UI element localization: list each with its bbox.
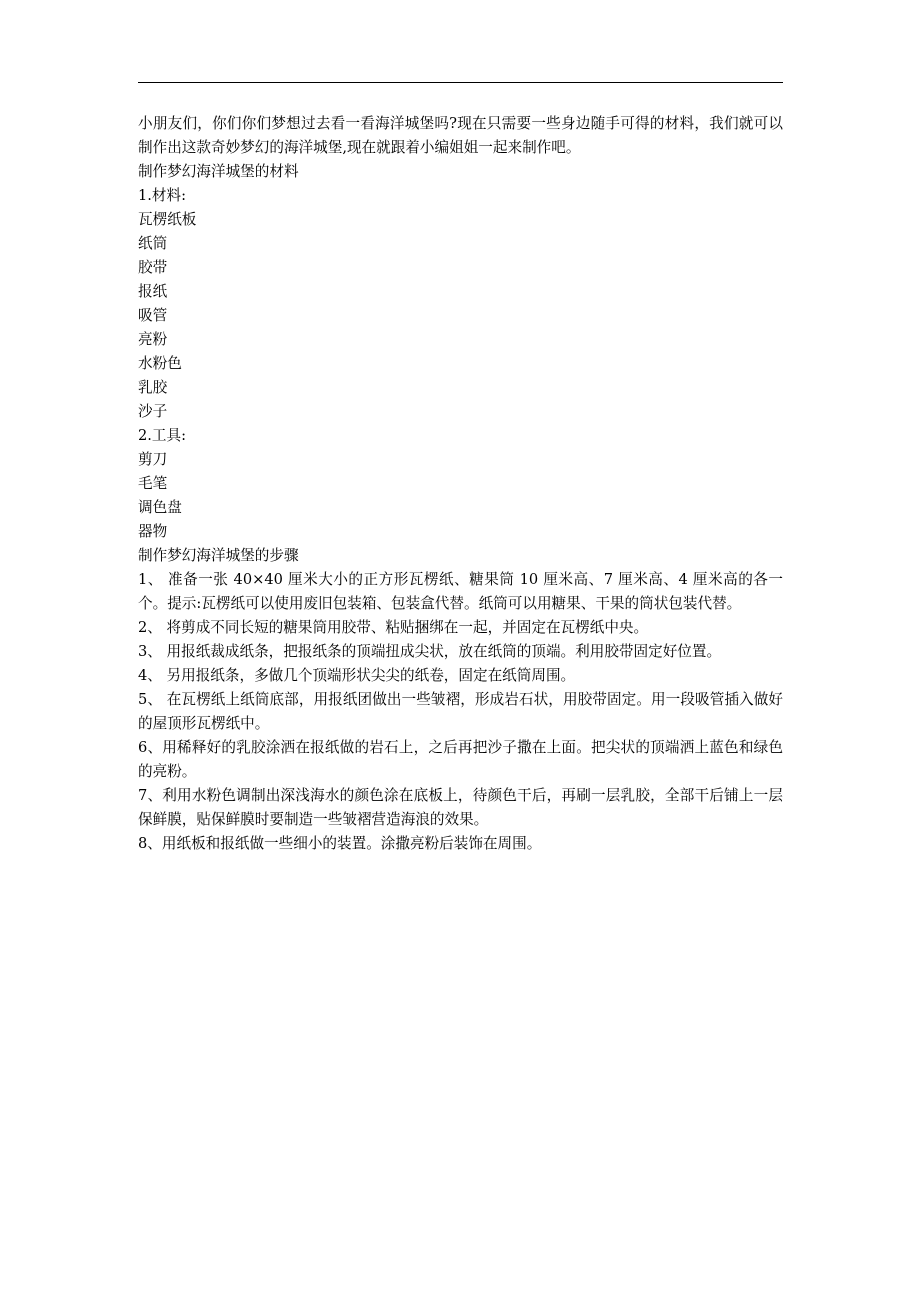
- step-item: 6、用稀释好的乳胶涂洒在报纸做的岩石上，之后再把沙子撒在上面。把尖状的顶端洒上蓝色和绿色的亮粉。: [138, 739, 783, 780]
- material-item: 水粉色: [138, 355, 182, 372]
- step-item: 7、利用水粉色调制出深浅海水的颜色涂在底板上，待颜色干后，再刷一层乳胶，全部干后铺上一层保鲜膜，贴保鲜膜时要制造一些皱褶营造海浪的效果。: [138, 787, 783, 828]
- tools-label: 2.工具:: [138, 427, 187, 444]
- materials-heading: 制作梦幻海洋城堡的材料: [138, 163, 299, 180]
- tool-item: 器物: [138, 523, 168, 540]
- material-item: 亮粉: [138, 331, 168, 348]
- header-rule: [138, 82, 783, 83]
- materials-label: 1.材料:: [138, 187, 187, 204]
- step-item: 5、 在瓦楞纸上纸筒底部，用报纸团做出一些皱褶，形成岩石状，用胶带固定。用一段吸管插入做好的屋顶形瓦楞纸中。: [138, 691, 783, 732]
- document-body: [138, 112, 783, 856]
- tool-item: 调色盘: [138, 499, 182, 516]
- tool-item: 毛笔: [138, 475, 168, 492]
- material-item: 瓦楞纸板: [138, 211, 197, 228]
- step-item: 4、 另用报纸条，多做几个顶端形状尖尖的纸卷，固定在纸筒周围。: [138, 667, 576, 684]
- step-item: 8、用纸板和报纸做一些细小的装置。涂撒亮粉后装饰在周围。: [138, 835, 542, 852]
- step-item: 2、 将剪成不同长短的糖果筒用胶带、粘贴捆绑在一起，并固定在瓦楞纸中央。: [138, 619, 649, 636]
- material-item: 纸筒: [138, 235, 168, 252]
- steps-heading: 制作梦幻海洋城堡的步骤: [138, 547, 299, 564]
- material-item: 乳胶: [138, 379, 168, 396]
- step-item: 3、 用报纸裁成纸条，把报纸条的顶端扭成尖状，放在纸筒的顶端。利用胶带固定好位置。: [138, 643, 722, 660]
- step-item: 1、 准备一张 40×40 厘米大小的正方形瓦楞纸、糖果筒 10 厘米高、7 厘米高、4 厘米高的各一个。提示:瓦楞纸可以使用废旧包装箱、包装盒代替。纸筒可以用糖果、干果的筒状包装代替。: [138, 571, 783, 612]
- material-item: 沙子: [138, 403, 168, 420]
- material-item: 报纸: [138, 283, 168, 300]
- intro-paragraph: 小朋友们，你们你们梦想过去看一看海洋城堡吗?现在只需要一些身边随手可得的材料，我们就可以制作出这款奇妙梦幻的海洋城堡,现在就跟着小编姐姐一起来制作吧。: [138, 115, 783, 156]
- tool-item: 剪刀: [138, 451, 168, 468]
- material-item: 胶带: [138, 259, 168, 276]
- material-item: 吸管: [138, 307, 168, 324]
